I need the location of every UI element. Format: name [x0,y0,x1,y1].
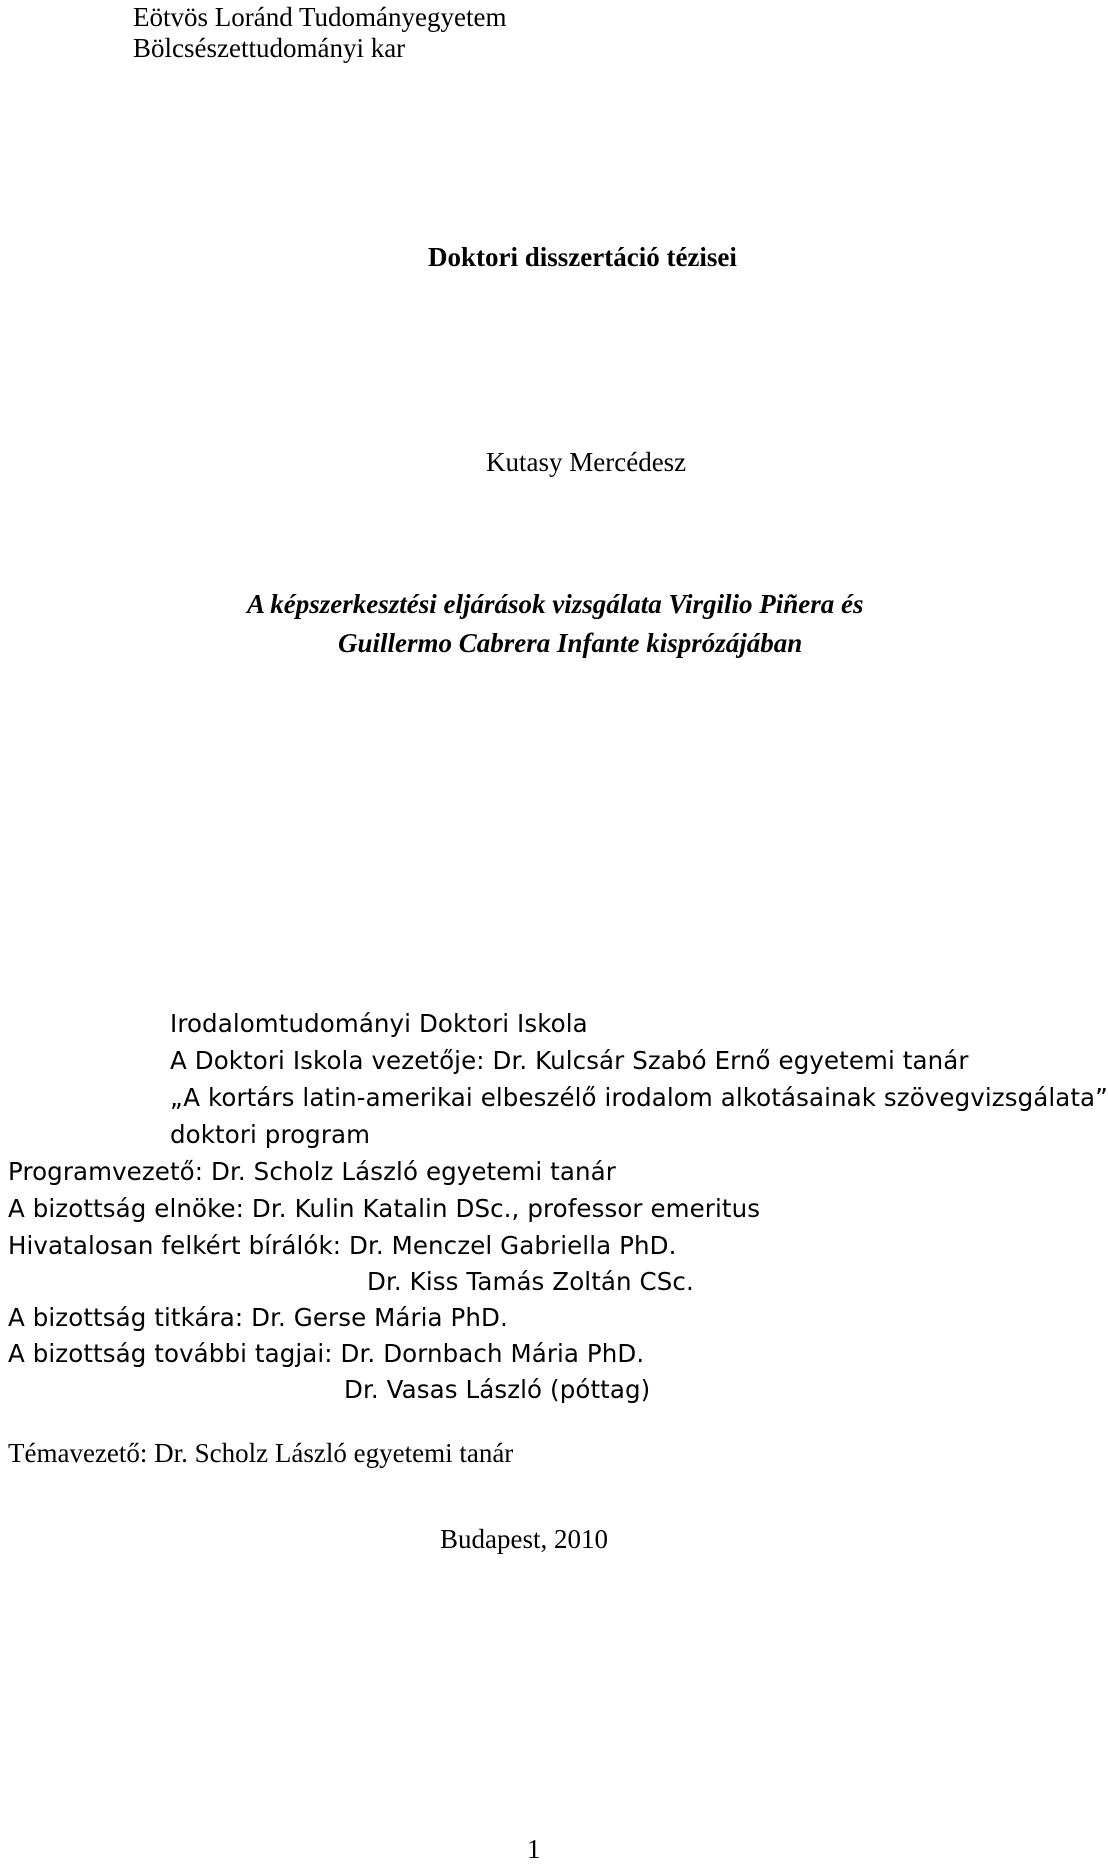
doctoral-program-line-1: „A kortárs latin-amerikai elbeszélő irodalom alkotásainak szövegvizsgálata” [170,1083,1108,1112]
committee-chair: A bizottság elnöke: Dr. Kulin Katalin DSc., professor emeritus [8,1194,761,1223]
dissertation-title-line-2: Guillermo Cabrera Infante kisprózájában [338,628,803,658]
program-head: Programvezető: Dr. Scholz László egyetemi tanár [8,1157,616,1186]
university-name: Eötvös Loránd Tudományegyetem [133,2,507,32]
committee-members-line-2: Dr. Vasas László (póttag) [344,1375,651,1404]
document-title: Doktori disszertáció tézisei [428,242,737,272]
dissertation-title-line-1: A képszerkesztési eljárások vizsgálata Virgilio Piñera és [247,589,864,619]
place-date: Budapest, 2010 [440,1524,608,1554]
faculty-name: Bölcsészettudományi kar [133,33,406,63]
doctoral-program-line-2: doktori program [170,1120,371,1149]
supervisor: Témavezető: Dr. Scholz László egyetemi tanár [8,1438,514,1468]
doctoral-school: Irodalomtudományi Doktori Iskola [170,1009,588,1038]
committee-members-line-1: A bizottság további tagjai: Dr. Dornbach Mária PhD. [8,1339,645,1368]
reviewers-line-2: Dr. Kiss Tamás Zoltán CSc. [367,1267,694,1296]
committee-secretary: A bizottság titkára: Dr. Gerse Mária PhD. [8,1303,508,1332]
author-name: Kutasy Mercédesz [486,447,687,477]
page-number: 1 [527,1834,541,1864]
reviewers-line-1: Hivatalosan felkért bírálók: Dr. Menczel Gabriella PhD. [8,1231,677,1260]
doctoral-school-head: A Doktori Iskola vezetője: Dr. Kulcsár Szabó Ernő egyetemi tanár [170,1046,969,1075]
